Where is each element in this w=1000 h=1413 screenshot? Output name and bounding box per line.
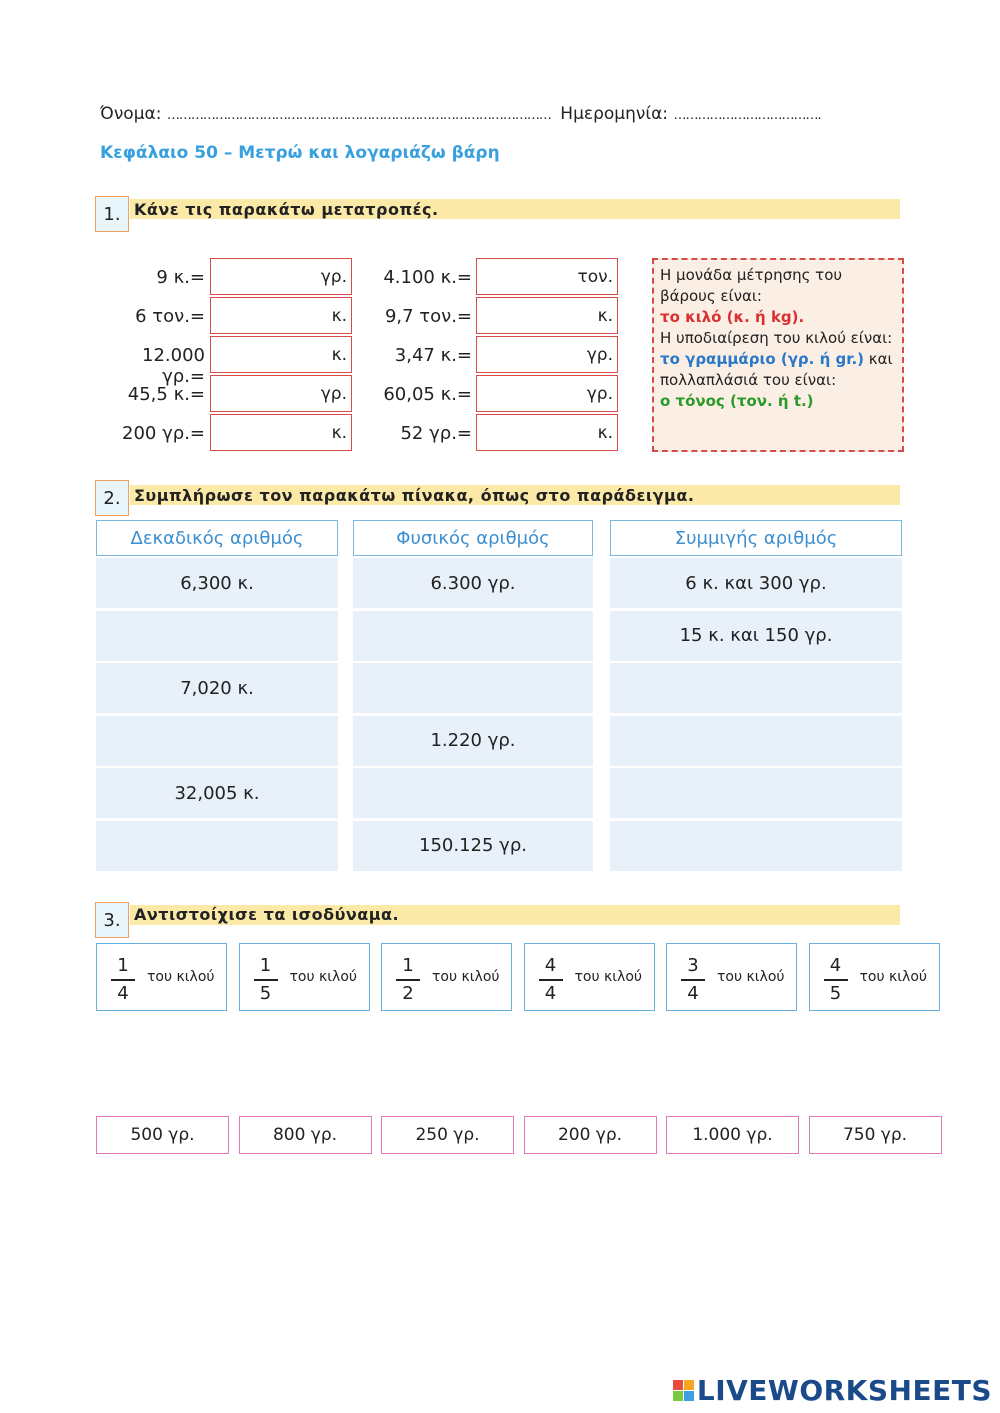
conversion-label: 9,7 τον.=: [384, 306, 472, 327]
table-cell-input[interactable]: [118, 723, 316, 759]
table-cell: 6 κ. και 300 γρ.: [610, 558, 902, 608]
note-sub: το γραμμάριο (γρ. ή gr.): [660, 350, 865, 368]
fraction-numerator: 4: [829, 955, 842, 976]
conversion-unit: κ.: [331, 305, 347, 326]
fraction: [824, 954, 848, 1006]
fraction-numerator: 1: [117, 955, 129, 976]
note-unit: το κιλό (κ. ή kg).: [660, 308, 805, 326]
name-label: Όνομα:: [100, 104, 162, 124]
conversion-answer-input[interactable]: [504, 417, 598, 449]
fraction-denominator: 4: [117, 982, 129, 1004]
table-cell: 1.220 γρ.: [353, 716, 593, 766]
section1-number: 1.: [95, 196, 129, 232]
conversion-answer-input[interactable]: [238, 339, 332, 371]
table-cell-input[interactable]: [637, 723, 875, 759]
table-header: Δεκαδικός αριθμός: [96, 520, 338, 556]
fraction-card[interactable]: [809, 943, 940, 1011]
conversion-answer-input[interactable]: [227, 261, 321, 293]
weight-units-note: [652, 258, 904, 452]
table-cell-empty: [96, 611, 338, 661]
fraction-numerator: 3: [687, 955, 699, 976]
conversion-answer-input[interactable]: [493, 378, 587, 410]
fraction-bar: [111, 979, 135, 981]
table-cell-empty: [353, 611, 593, 661]
chapter-title: Κεφάλαιο 50 – Μετρώ και λογαριάζω βάρη: [100, 143, 500, 163]
fraction-denominator: 5: [829, 982, 842, 1004]
fraction-bar: [254, 979, 278, 981]
name-dots[interactable]: ……………………………………………………………………………………: [166, 108, 551, 123]
conversion-answer-input[interactable]: [238, 300, 332, 332]
section2-number: 2.: [95, 480, 129, 516]
gram-card[interactable]: 500 γρ.: [96, 1116, 229, 1154]
fraction-card[interactable]: [666, 943, 797, 1011]
gram-card[interactable]: 750 γρ.: [809, 1116, 942, 1154]
conversion-label: 45,5 κ.=: [127, 384, 205, 405]
note-mult: ο τόνος (τον. ή t.): [660, 392, 814, 410]
conversion-unit: γρ.: [586, 344, 613, 365]
conversion-unit: γρ.: [586, 383, 613, 404]
table-cell-empty: [610, 821, 902, 871]
fraction-bar: [824, 979, 848, 981]
fraction: [681, 954, 705, 1006]
table-cell: 15 κ. και 150 γρ.: [610, 611, 902, 661]
conversion-answer-box: [476, 336, 618, 373]
fraction-numerator: 4: [544, 955, 557, 976]
table-header: Συμμιγής αριθμός: [610, 520, 902, 556]
conversion-unit: κ.: [597, 305, 613, 326]
conversion-answer-box: [210, 336, 352, 373]
fraction-denominator: 2: [402, 982, 414, 1004]
table-cell-empty: [610, 716, 902, 766]
table-cell-empty: [96, 716, 338, 766]
conversion-label: 6 τον.=: [135, 306, 205, 327]
gram-card[interactable]: 250 γρ.: [381, 1116, 514, 1154]
date-label: Ημερομηνία:: [560, 104, 669, 124]
fraction: [539, 954, 563, 1006]
table-cell: 6.300 γρ.: [353, 558, 593, 608]
table-cell-empty: [610, 768, 902, 818]
section1-title: Κάνε τις παρακάτω μετατροπές.: [134, 200, 439, 219]
conversion-answer-box: [476, 258, 618, 295]
fraction-card[interactable]: [96, 943, 227, 1011]
conversion-answer-box: [476, 414, 618, 451]
gram-card[interactable]: 200 γρ.: [524, 1116, 657, 1154]
conversion-unit: κ.: [331, 422, 347, 443]
conversion-label: 200 γρ.=: [122, 423, 205, 444]
fraction-denominator: 4: [544, 982, 557, 1004]
of-kilo-label: του κιλού: [859, 969, 927, 985]
conversion-answer-box: [210, 258, 352, 295]
note-line2: Η υποδιαίρεση του κιλού είναι:: [660, 329, 893, 347]
fraction: [111, 954, 135, 1006]
note-line3: και πολλαπλάσιά του είναι:: [660, 350, 893, 389]
table-cell-input[interactable]: [637, 828, 875, 864]
conversion-answer-input[interactable]: [483, 261, 577, 293]
fraction-denominator: 5: [259, 982, 272, 1004]
fraction-bar: [681, 979, 705, 981]
table-cell: 32,005 κ.: [96, 768, 338, 818]
fraction: [396, 954, 420, 1006]
fraction-card[interactable]: [239, 943, 370, 1011]
table-cell-empty: [353, 663, 593, 713]
gram-card[interactable]: 1.000 γρ.: [666, 1116, 799, 1154]
logo-text: LIVEWORKSHEETS: [696, 1374, 992, 1407]
conversion-label: 12.000 γρ.=: [142, 345, 205, 387]
table-cell-empty: [353, 768, 593, 818]
fraction-numerator: 1: [259, 955, 272, 976]
conversion-answer-input[interactable]: [227, 378, 321, 410]
logo-icon: [673, 1380, 694, 1401]
fraction-bar: [539, 979, 563, 981]
section3-title: Αντιστοίχισε τα ισοδύναμα.: [134, 905, 400, 924]
student-header: [100, 104, 821, 124]
conversion-unit: γρ.: [320, 266, 347, 287]
section3-number: 3.: [95, 902, 129, 938]
conversion-label: 9 κ.=: [156, 267, 205, 288]
table-header: Φυσικός αριθμός: [353, 520, 593, 556]
conversion-unit: κ.: [331, 344, 347, 365]
table-cell-empty: [96, 821, 338, 871]
gram-card[interactable]: 800 γρ.: [239, 1116, 372, 1154]
section2-title: Συμπλήρωσε τον παρακάτω πίνακα, όπως στο παράδειγμα.: [134, 486, 695, 505]
of-kilo-label: του κιλού: [289, 969, 357, 985]
conversion-label: 3,47 κ.=: [394, 345, 472, 366]
table-cell-empty: [610, 663, 902, 713]
of-kilo-label: του κιλού: [717, 969, 785, 985]
table-cell-input[interactable]: [637, 670, 875, 706]
of-kilo-label: του κιλού: [432, 969, 500, 985]
fraction: [254, 954, 278, 1006]
conversion-unit: κ.: [597, 422, 613, 443]
conversion-label: 52 γρ.=: [400, 423, 472, 444]
table-cell-input[interactable]: [118, 828, 316, 864]
table-cell-input[interactable]: [637, 775, 875, 811]
fraction-card[interactable]: [524, 943, 655, 1011]
date-dots[interactable]: ……………………………….: [673, 108, 821, 123]
conversion-answer-input[interactable]: [238, 417, 332, 449]
of-kilo-label: του κιλού: [574, 969, 642, 985]
fraction-card[interactable]: [381, 943, 512, 1011]
conversion-answer-input[interactable]: [493, 339, 587, 371]
conversion-label: 60,05 κ.=: [383, 384, 472, 405]
table-cell-input[interactable]: [375, 618, 571, 654]
of-kilo-label: του κιλού: [147, 969, 215, 985]
conversion-answer-input[interactable]: [504, 300, 598, 332]
note-line1: Η μονάδα μέτρησης του βάρους είναι:: [660, 266, 843, 305]
table-cell-input[interactable]: [375, 775, 571, 811]
conversion-unit: γρ.: [320, 383, 347, 404]
conversion-unit: τον.: [577, 266, 613, 287]
table-cell-input[interactable]: [118, 618, 316, 654]
liveworksheets-logo: [673, 1374, 992, 1407]
fraction-numerator: 1: [402, 955, 414, 976]
fraction-bar: [396, 979, 420, 981]
table-cell: 150.125 γρ.: [353, 821, 593, 871]
conversion-label: 4.100 κ.=: [383, 267, 472, 288]
conversion-answer-box: [210, 297, 352, 334]
table-cell: 7,020 κ.: [96, 663, 338, 713]
conversion-answer-box: [476, 375, 618, 412]
conversion-answer-box: [476, 297, 618, 334]
fraction-denominator: 4: [687, 982, 699, 1004]
table-cell: 6,300 κ.: [96, 558, 338, 608]
conversion-answer-box: [210, 375, 352, 412]
conversion-answer-box: [210, 414, 352, 451]
table-cell-input[interactable]: [375, 670, 571, 706]
